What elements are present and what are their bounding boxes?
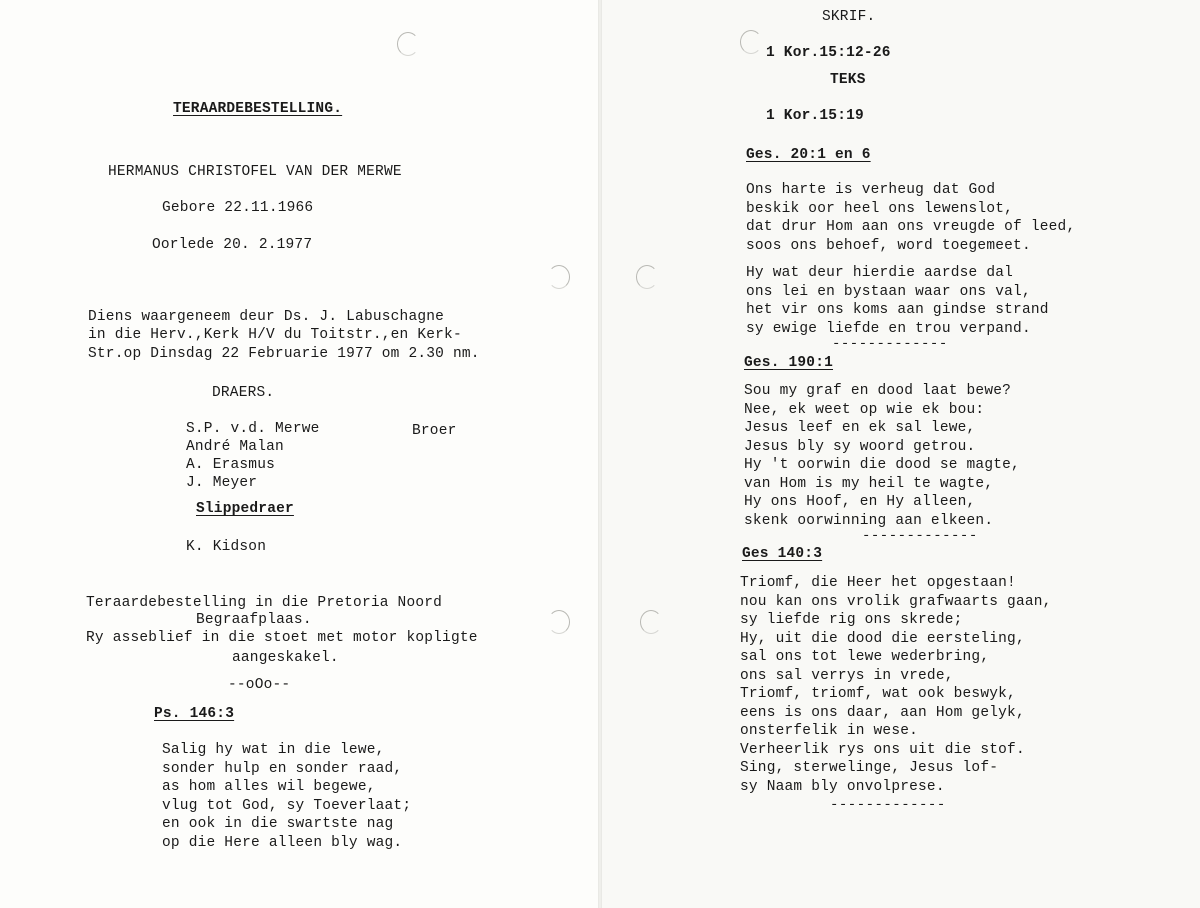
burial-line: Begraafplaas. — [196, 612, 312, 628]
service-line: Diens waargeneem deur Ds. J. Labuschagne — [88, 309, 445, 325]
punch-hole-icon — [548, 265, 570, 289]
pallbearer-heading: Slippedraer — [196, 501, 294, 517]
hymn-reference: Ges. 190:1 — [744, 355, 834, 371]
verse-line: het vir ons koms aan gindse strand — [746, 302, 1049, 318]
punch-hole-icon — [636, 265, 658, 289]
verse-line: Hy 't oorwin die dood se magte, — [744, 457, 1020, 473]
verse-line: Hy, uit die dood die eersteling, — [740, 630, 1025, 647]
verse-line: van Hom is my heil te wagte, — [744, 475, 994, 492]
hymn-stanza — [744, 382, 1020, 530]
verse-line: beskik oor heel ons lewenslot, — [746, 200, 1014, 217]
verse-line: Hy ons Hoof, en Hy alleen, — [744, 494, 976, 510]
bearer-name: André Malan — [186, 439, 284, 455]
deceased-name: HERMANUS CHRISTOFEL VAN DER MERWE — [108, 164, 402, 180]
scripture-reference: 1 Kor.15:12-26 — [766, 45, 891, 61]
psalm-reference: Ps. 146:3 — [154, 706, 235, 722]
punch-hole-icon — [548, 610, 570, 634]
section-rule: ------------- — [830, 797, 946, 813]
death-date: Oorlede 20. 2.1977 — [152, 237, 313, 253]
psalm-verse — [162, 741, 411, 852]
verse-line: nou kan ons vrolik grafwaarts gaan, — [740, 593, 1052, 610]
birth-date: Gebore 22.11.1966 — [162, 200, 314, 216]
punch-hole-icon — [740, 30, 762, 54]
verse-line: sy liefde rig ons skrede; — [740, 612, 963, 628]
separator: --oOo-- — [228, 677, 291, 693]
hymn-reference: Ges 140:3 — [742, 546, 823, 562]
verse-line: as hom alles wil begewe, — [162, 779, 376, 795]
hymn-stanza — [746, 264, 1049, 338]
punch-hole-icon — [397, 32, 419, 56]
burial-line: Ry asseblief in die stoet met motor kopligte — [86, 630, 478, 646]
verse-line: Sou my graf en dood laat bewe? — [744, 383, 1012, 399]
verse-line: op die Here alleen bly wag. — [162, 834, 403, 851]
verse-line: en ook in die swartste nag — [162, 816, 394, 832]
verse-line: Verheerlik rys ons uit die stof. — [740, 741, 1025, 758]
verse-line: Triomf, die Heer het opgestaan! — [740, 575, 1016, 591]
verse-line: skenk oorwinning aan elkeen. — [744, 512, 994, 529]
verse-line: sonder hulp en sonder raad, — [162, 760, 403, 777]
verse-line: sy Naam bly onvolprese. — [740, 778, 945, 795]
verse-line: Hy wat deur hierdie aardse dal — [746, 265, 1014, 281]
verse-line: soos ons behoef, word toegemeet. — [746, 237, 1031, 254]
bearer-name: S.P. v.d. Merwe — [186, 421, 320, 437]
verse-line: Nee, ek weet op wie ek bou: — [744, 401, 985, 418]
page-title: TERAARDEBESTELLING. — [173, 101, 343, 117]
verse-line: dat drur Hom aan ons vreugde of leed, — [746, 219, 1076, 235]
hymn-stanza — [746, 181, 1075, 255]
verse-line: Sing, sterwelinge, Jesus lof- — [740, 760, 999, 776]
scripture-heading: SKRIF. — [822, 9, 876, 25]
verse-line: sal ons tot lewe wederbring, — [740, 649, 990, 665]
bearer-relation: Broer — [412, 423, 457, 439]
verse-line: ons lei en bystaan waar ons val, — [746, 283, 1031, 300]
service-line: Str.op Dinsdag 22 Februarie 1977 om 2.30 nm. — [88, 346, 480, 362]
pallbearer-name: K. Kidson — [186, 539, 267, 555]
burial-line: Teraardebestelling in die Pretoria Noord — [86, 595, 443, 611]
section-rule: ------------- — [862, 528, 978, 544]
punch-hole-icon — [640, 610, 662, 634]
verse-line: Ons harte is verheug dat God — [746, 182, 996, 198]
verse-line: Jesus bly sy woord getrou. — [744, 438, 976, 455]
bearer-name: A. Erasmus — [186, 457, 276, 473]
text-reference: 1 Kor.15:19 — [766, 108, 864, 124]
text-heading: TEKS — [830, 72, 866, 88]
section-rule: ------------- — [832, 336, 948, 352]
burial-line: aangeskakel. — [232, 650, 339, 666]
hymn-reference: Ges. 20:1 en 6 — [746, 147, 871, 163]
verse-line: eens is ons daar, aan Hom gelyk, — [740, 704, 1025, 721]
verse-line: Triomf, triomf, wat ook beswyk, — [740, 686, 1016, 702]
hymn-stanza — [740, 574, 1052, 796]
verse-line: vlug tot God, sy Toeverlaat; — [162, 797, 412, 814]
bearer-name: J. Meyer — [186, 475, 258, 491]
service-line: in die Herv.,Kerk H/V du Toitstr.,en Kerk- — [88, 327, 462, 343]
verse-line: Salig hy wat in die lewe, — [162, 742, 385, 758]
verse-line: onsterfelik in wese. — [740, 723, 919, 739]
verse-line: sy ewige liefde en trou verpand. — [746, 320, 1031, 337]
verse-line: ons sal verrys in vrede, — [740, 667, 954, 684]
page-fold — [598, 0, 602, 908]
bearers-heading: DRAERS. — [212, 385, 275, 401]
verse-line: Jesus leef en ek sal lewe, — [744, 420, 976, 436]
